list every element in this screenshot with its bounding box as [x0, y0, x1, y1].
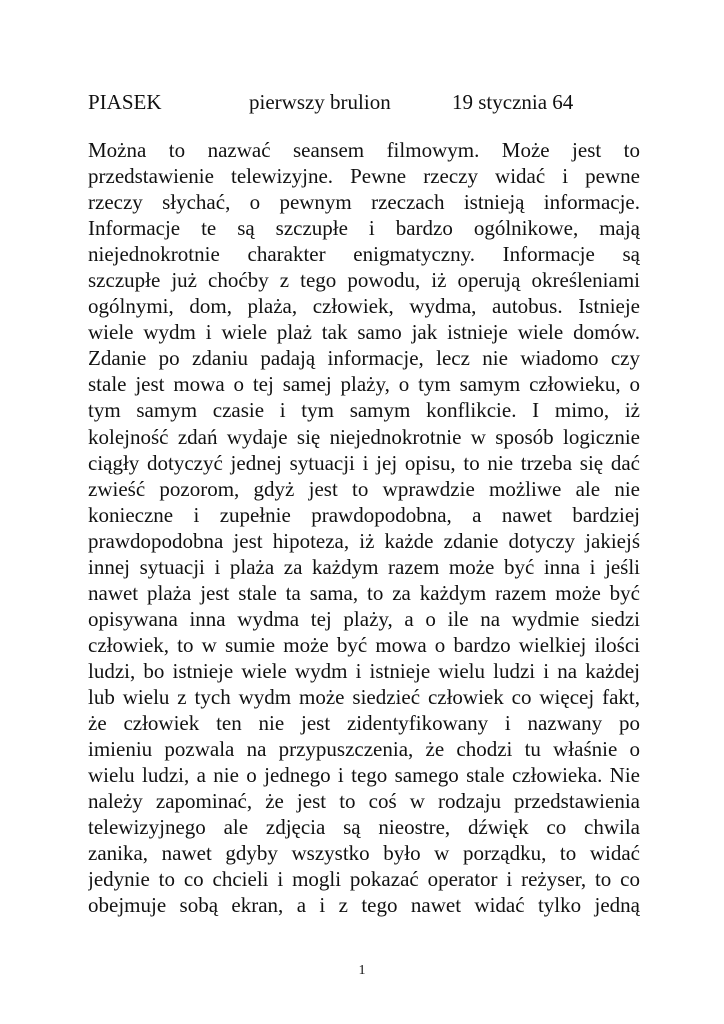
- text-line: zanika, nawet gdyby wszystko było w porządku, to widać: [88, 841, 640, 866]
- text-line: rzeczy słychać, o pewnym rzeczach istnieją informacje.: [88, 190, 640, 215]
- text-line: prawdopodobna jest hipoteza, iż każde zdanie dotyczy jakiejś: [88, 528, 640, 553]
- text-line: zwieść pozorom, gdyż jest to wprawdzie możliwe ale nie: [88, 476, 640, 501]
- draft-label: pierwszy brulion: [249, 90, 391, 114]
- text-line: obejmuje sobą ekran, a i z tego nawet widać tylko jedną: [88, 893, 640, 918]
- page-header: [88, 88, 648, 118]
- text-line: ludzi, bo istnieje wiele wydm i istnieje wielu ludzi i na każdej: [88, 658, 640, 683]
- text-line: ciągły dotyczyć jednej sytuacji i jej opisu, to nie trzeba się dać: [88, 450, 640, 475]
- page-number: 1: [358, 963, 366, 978]
- text-line: opisywana inna wydma tej plaży, a o ile na wydmie siedzi: [88, 606, 640, 631]
- text-line: konieczne i zupełnie prawdopodobna, a nawet bardziej: [88, 502, 640, 527]
- text-line: jedynie to co chcieli i mogli pokazać operator i reżyser, to co: [88, 867, 640, 892]
- text-line: kolejność zdań wydaje się niejednokrotnie w sposób logicznie: [88, 424, 640, 449]
- text-line: niejednokrotnie charakter enigmatyczny. Informacje są: [88, 242, 640, 267]
- text-line: imieniu pozwala na przypuszczenia, że chodzi tu właśnie o: [88, 737, 640, 762]
- text-line: Można to nazwać seansem filmowym. Może jest to: [88, 138, 640, 162]
- text-line: Zdanie po zdaniu padają informacje, lecz nie wiadomo czy: [88, 346, 640, 371]
- text-line: stale jest mowa o tej samej plaży, o tym samym człowieku, o: [88, 372, 640, 397]
- document-title: PIASEK: [88, 90, 162, 114]
- document-date: 19 stycznia 64: [452, 90, 574, 114]
- text-line: ogólnymi, dom, plaża, człowiek, wydma, autobus. Istnieje: [88, 294, 640, 319]
- text-line: człowiek, to w sumie może być mowa o bardzo wielkiej ilości: [88, 632, 640, 657]
- text-line: Informacje te są szczupłe i bardzo ogólnikowe, mają: [88, 216, 640, 241]
- text-line: tym samym czasie i tym samym konflikcie. I mimo, iż: [88, 398, 640, 423]
- text-line: innej sytuacji i plaża za każdym razem może być inna i jeśli: [88, 554, 640, 579]
- text-line: przedstawienie telewizyjne. Pewne rzeczy widać i pewne: [88, 164, 640, 189]
- text-line: nawet plaża jest stale ta sama, to za każdym razem może być: [88, 580, 640, 605]
- text-line: wielu ludzi, a nie o jednego i tego samego stale człowieka. Nie: [88, 763, 640, 788]
- text-line: że człowiek ten nie jest zidentyfikowany i nazwany po: [88, 711, 640, 736]
- text-line: wiele wydm i wiele plaż tak samo jak istnieje wiele domów.: [88, 320, 640, 345]
- text-line: należy zapominać, że jest to coś w rodzaju przedstawienia: [88, 789, 640, 814]
- text-line: szczupłe już choćby z tego powodu, iż operują określeniami: [88, 268, 640, 293]
- body-paragraph: [88, 137, 640, 918]
- text-line: telewizyjnego ale zdjęcia są nieostre, dźwięk co chwila: [88, 815, 640, 840]
- text-line: lub wielu z tych wydm może siedzieć człowiek co więcej fakt,: [88, 684, 640, 709]
